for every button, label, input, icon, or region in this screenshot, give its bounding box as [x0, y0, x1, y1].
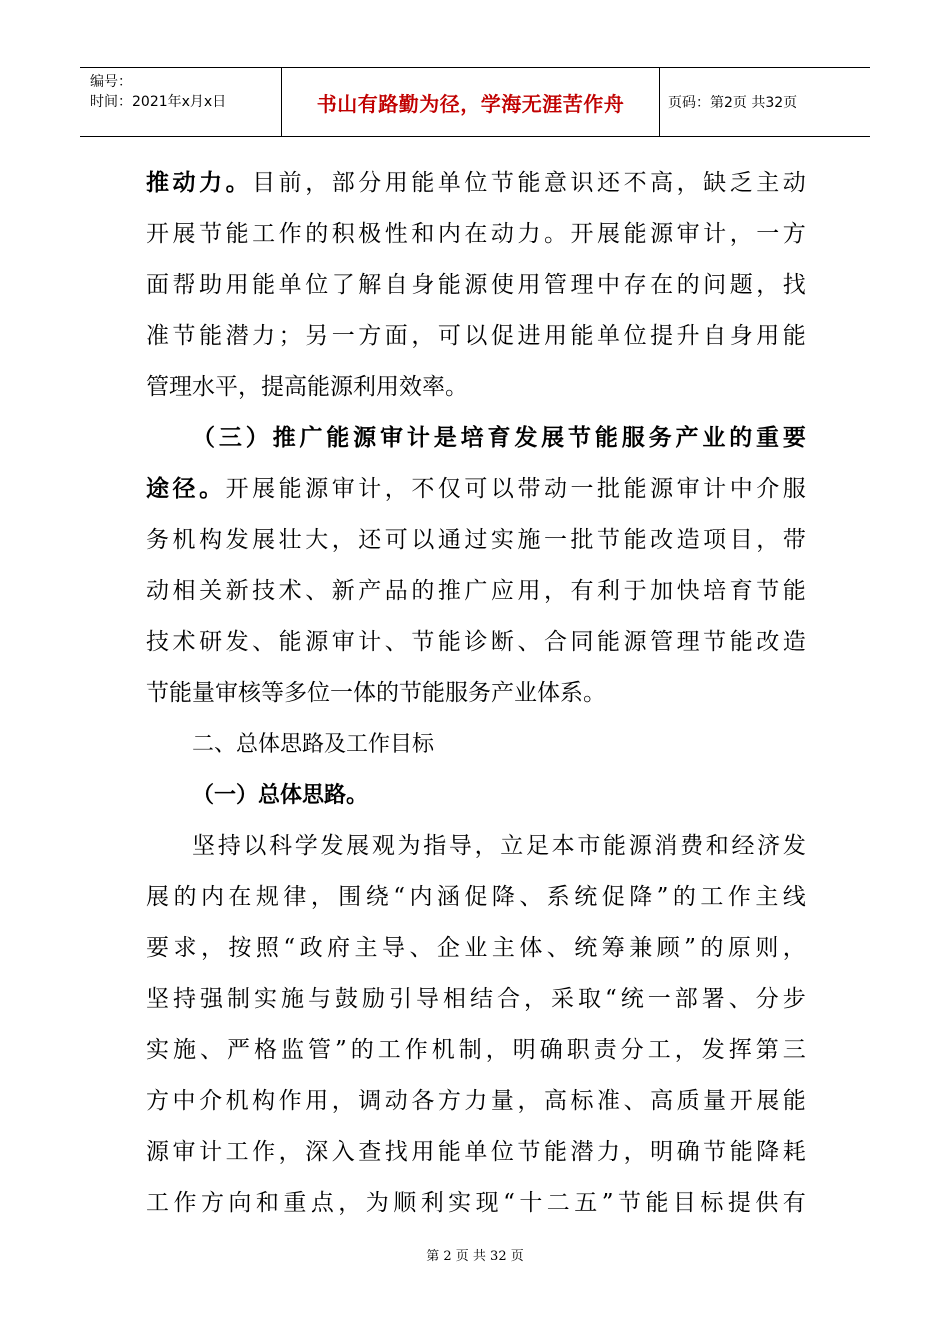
text-line: 途 径 。 开 展 能 源 审 计 ， 不 仅 可 以 带 动 一 批 能 源 审 计 中 介 服 — [146, 476, 806, 502]
text-line: 要 求 ， 按 照 “ 政 府 主 导 、 企 业 主 体 、 统 筹 兼 顾 ” 的 原 则 ， — [146, 935, 806, 961]
text-line: 展 的 内 在 规 律 ， 围 绕 “ 内 涵 促 降 、 系 统 促 降 ” 的 工 作 主 线 — [146, 884, 806, 910]
sub-heading: （一）总体思路。 — [192, 783, 369, 808]
bold-heading-line: （ 三 ） 推 广 能 源 审 计 是 培 育 发 展 节 能 服 务 产 业 的 重 要 — [192, 425, 806, 451]
text-line: 方 中 介 机 构 作 用 ， 调 动 各 方 力 量 ， 高 标 准 、 高 质 量 开 展 能 — [146, 1088, 806, 1114]
text-line: 推 动 力 。 目 前 ， 部 分 用 能 单 位 节 能 意 识 还 不 高 ， 缺 乏 主 动 — [146, 170, 806, 196]
header-page-info: 页码：第2页 共32页 — [668, 95, 798, 111]
text-line: 面 帮 助 用 能 单 位 了 解 自 身 能 源 使 用 管 理 中 存 在 的 问 题 ， 找 — [146, 272, 806, 298]
document-body — [146, 158, 806, 1229]
text-line: 坚 持 以 科 学 发 展 观 为 指 导 ， 立 足 本 市 能 源 消 费 和 经 济 发 — [192, 833, 806, 859]
text-line: 实 施 、 严 格 监 管 ” 的 工 作 机 制 ， 明 确 职 责 分 工 ， 发 挥 第 三 — [146, 1037, 806, 1063]
section-heading: 二、总体思路及工作目标 — [192, 732, 435, 757]
text-line: 管理水平，提高能源利用效率。 — [146, 374, 468, 400]
document-time-label: 时间：2021年x月x日 — [90, 94, 227, 110]
page-footer: 第 2 页 共 32 页 — [426, 1249, 524, 1264]
text-line: 务 机 构 发 展 壮 大 ， 还 可 以 通 过 实 施 一 批 节 能 改 造 项 目 ， 带 — [146, 527, 806, 553]
text-line: 开 展 节 能 工 作 的 积 极 性 和 内 在 动 力 。 开 展 能 源 审 计 ， 一 方 — [146, 221, 806, 247]
page-header — [80, 67, 870, 137]
text-line: 动 相 关 新 技 术 、 新 产 品 的 推 广 应 用 ， 有 利 于 加 快 培 育 节 能 — [146, 578, 806, 604]
text-line: 技 术 研 发 、 能 源 审 计 、 节 能 诊 断 、 合 同 能 源 管 理 节 能 改 造 — [146, 629, 806, 655]
header-meta-cell — [80, 68, 282, 136]
text-line: 源 审 计 工 作 ， 深 入 查 找 用 能 单 位 节 能 潜 力 ， 明 确 节 能 降 耗 — [146, 1139, 806, 1165]
text-line: 坚 持 强 制 实 施 与 鼓 励 引 导 相 结 合 ， 采 取 “ 统 一 部 署 、 分 步 — [146, 986, 806, 1012]
text-line: 节能量审核等多位一体的节能服务产业体系。 — [146, 680, 606, 706]
text-line: 工 作 方 向 和 重 点 ， 为 顺 利 实 现 “ 十 二 五 ” 节 能 目 标 提 供 有 — [146, 1190, 806, 1216]
header-motto: 书山有路勤为径，学海无涯苦作舟 — [282, 68, 660, 136]
document-number-label: 编号： — [90, 74, 132, 90]
text-line: 准 节 能 潜 力 ； 另 一 方 面 ， 可 以 促 进 用 能 单 位 提 升 自 身 用 能 — [146, 323, 806, 349]
